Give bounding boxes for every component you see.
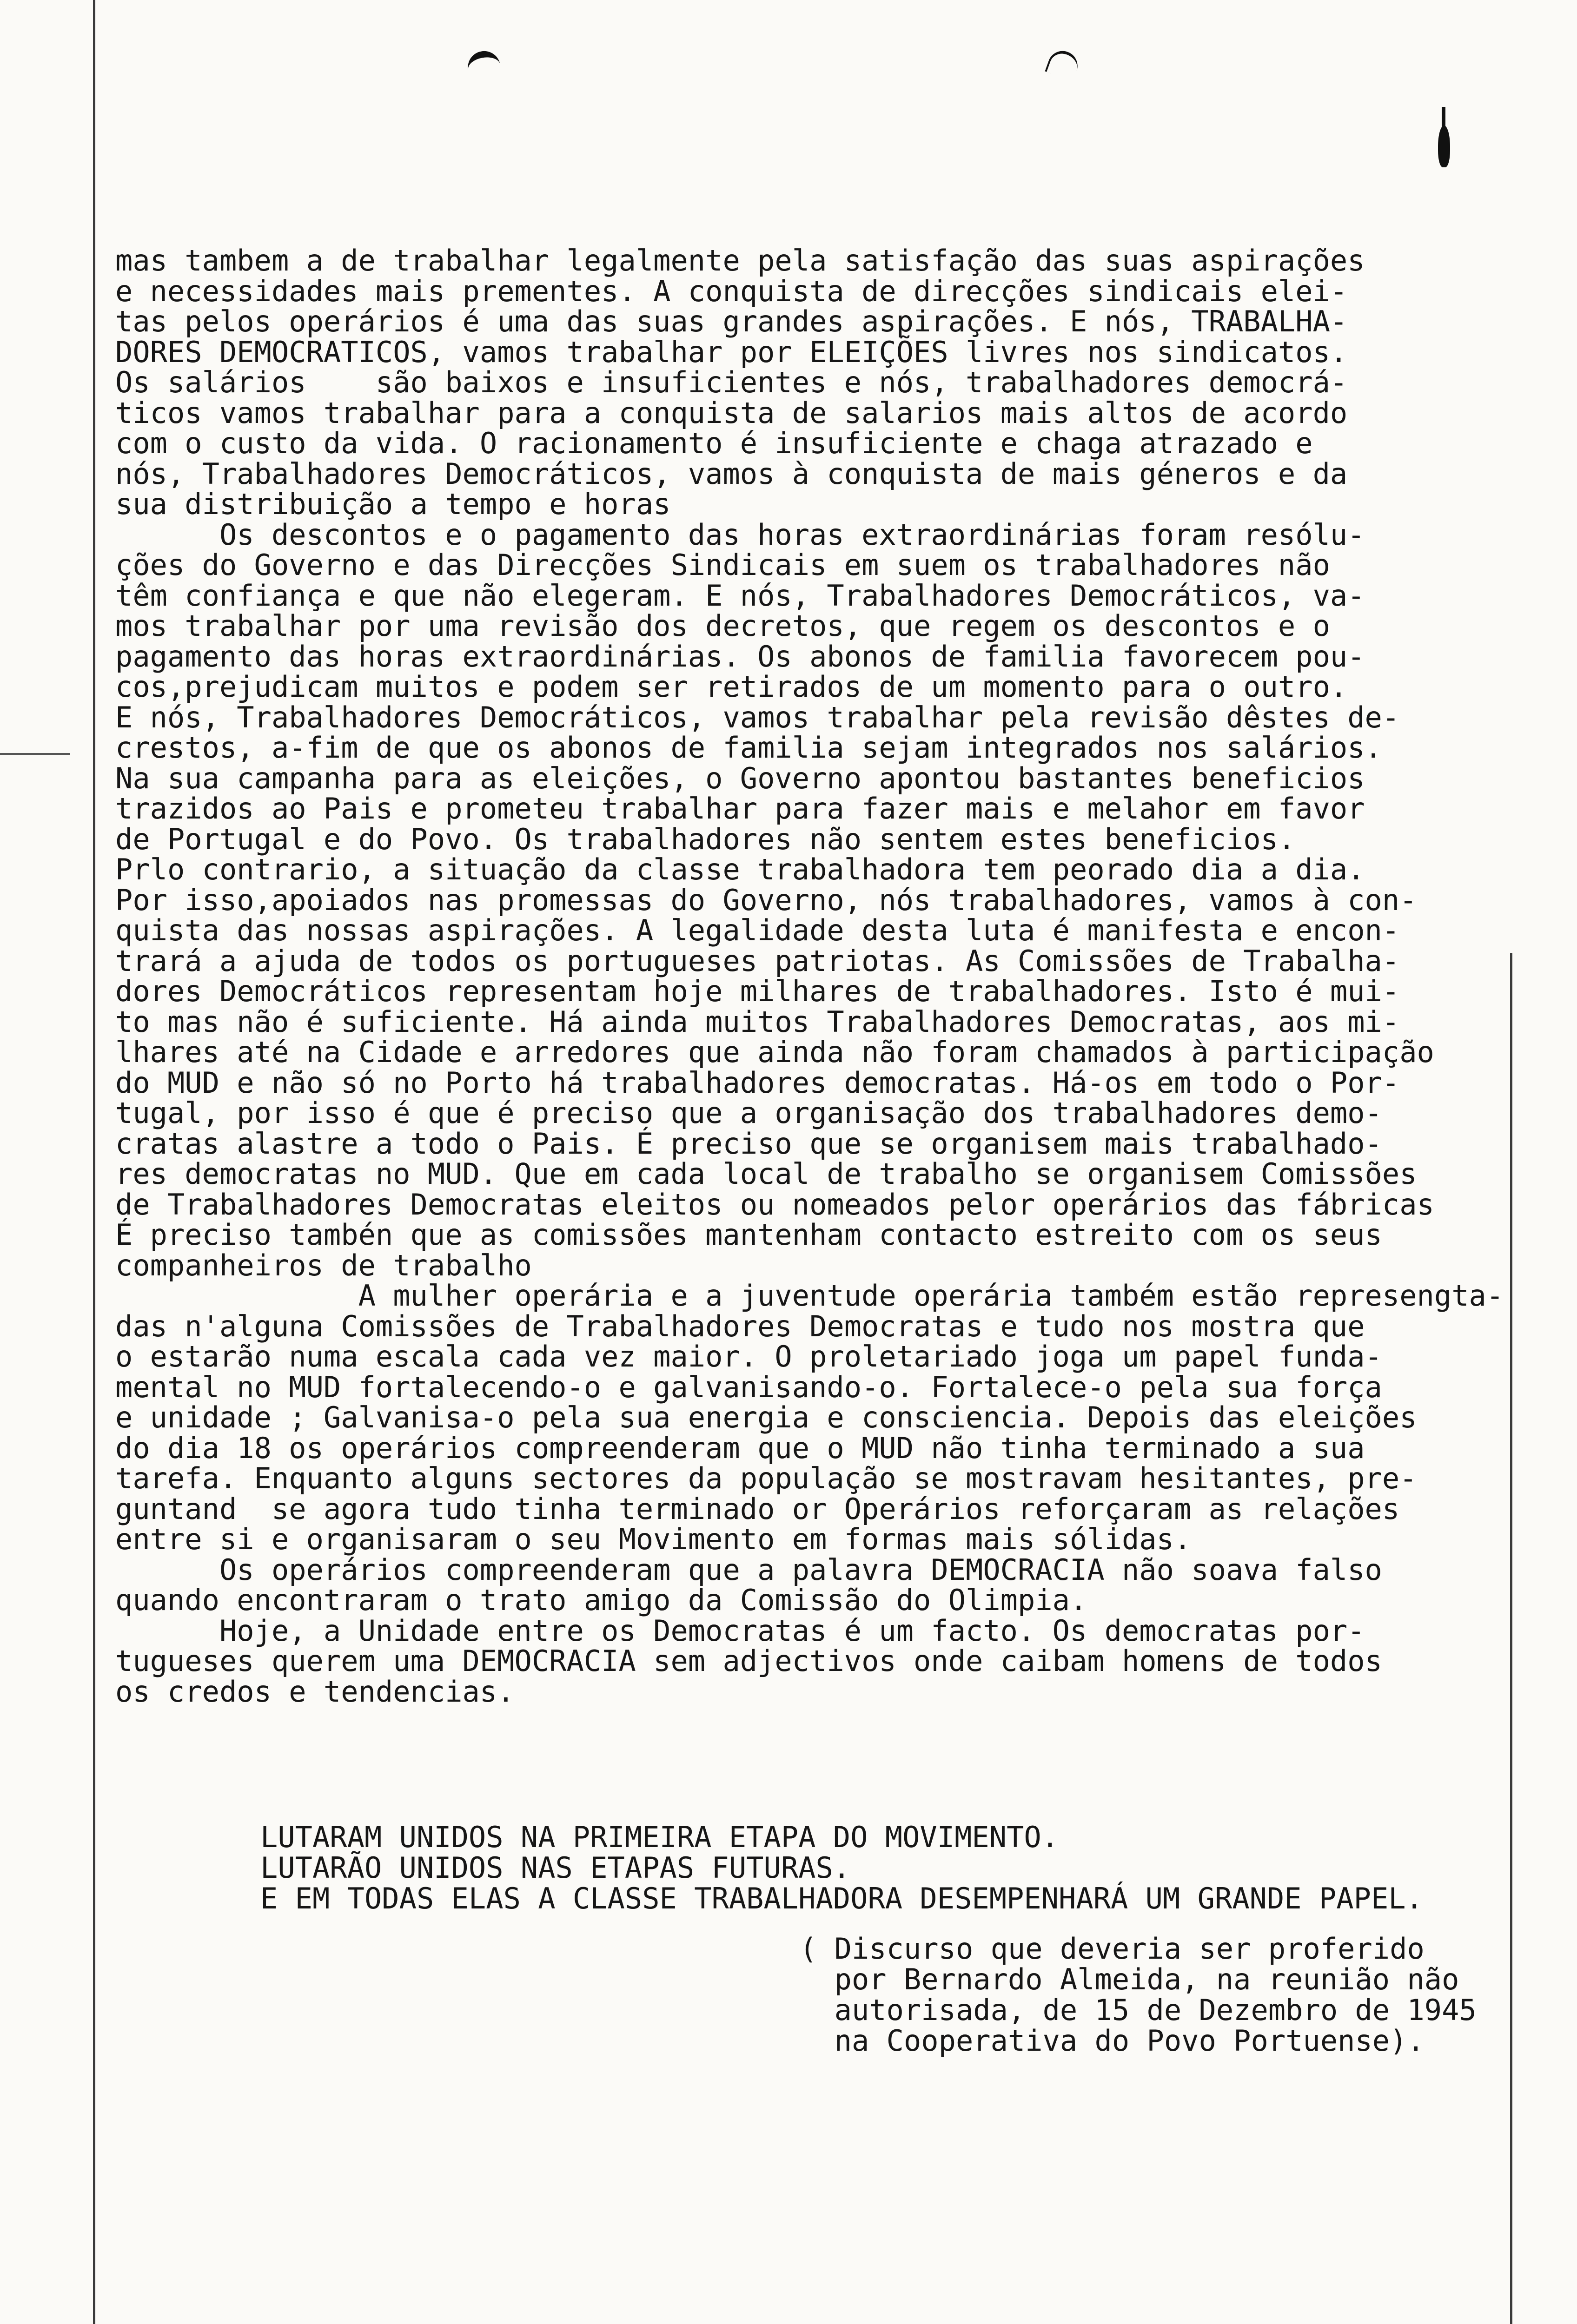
- body-line: mas tambem a de trabalhar legalmente pela satisfação das suas aspirações: [115, 244, 1365, 277]
- right-edge-line: [1510, 953, 1512, 2324]
- pin-mark: [1438, 125, 1450, 167]
- body-line: do MUD e não só no Porto há trabalhadores democratas. Há-os em todo o Por-: [115, 1065, 1400, 1100]
- body-line: sua distribuição a tempo e horas: [115, 487, 671, 521]
- body-line: A mulher operária e a juventude operária também estão represengta-: [115, 1279, 1504, 1313]
- body-line: o estarão numa escala cada vez maior. O proletariado joga um papel funda-: [115, 1340, 1382, 1373]
- note-line: ( Discurso que deveria ser proferido: [800, 1932, 1425, 1966]
- body-line: cratas alastre a todo o Pais. É preciso que se organisem mais trabalhado-: [115, 1126, 1382, 1161]
- punch-mark-left: [465, 48, 502, 79]
- body-line: companheiros de trabalho: [115, 1248, 532, 1282]
- body-line: das n'alguna Comissões de Trabalhadores Democratas e tudo nos mostra que: [115, 1309, 1365, 1343]
- body-line: tugal, por isso é que é preciso que a organisação dos trabalhadores demo-: [115, 1096, 1382, 1130]
- body-line: Prlo contrario, a situação da classe trabalhadora tem peorado dia a dia.: [115, 852, 1365, 886]
- note-line: na Cooperativa do Povo Portuense).: [800, 2024, 1425, 2058]
- body-line: cos,prejudicam muitos e podem ser retirados de um momento para o outro.: [115, 670, 1348, 704]
- note-line: autorisada, de 15 de Dezembro de 1945: [800, 1993, 1477, 2027]
- body-line: DORES DEMOCRATICOS, vamos trabalhar por ELEIÇÕES livres nos sindicatos.: [115, 335, 1348, 369]
- body-line: têm confiança e que não elegeram. E nós, Trabalhadores Democráticos, va-: [115, 578, 1365, 613]
- body-line: Os operários compreenderam que a palavra DEMOCRACIA não soava falso: [115, 1552, 1382, 1587]
- body-line: trará a ajuda de todos os portugueses patriotas. As Comissões de Trabalha-: [115, 944, 1400, 978]
- slogan-line: LUTARÃO UNIDOS NAS ETAPAS FUTURAS.: [260, 1851, 851, 1885]
- body-line: Os salários são baixos e insuficientes e nós, trabalhadores democrá-: [115, 365, 1348, 399]
- body-line: ticos vamos trabalhar para a conquista de salarios mais altos de acordo: [115, 396, 1348, 430]
- body-line: os credos e tendencias.: [115, 1674, 515, 1709]
- body-line: quista das nossas aspirações. A legalidade desta luta é manifesta e encon-: [115, 913, 1400, 947]
- body-line: ções do Governo e das Direcções Sindicais em suem os trabalhadores não: [115, 548, 1330, 582]
- body-line: Na sua campanha para as eleições, o Governo apontou bastantes beneficios: [115, 761, 1365, 795]
- body-line: de Trabalhadores Democratas eleitos ou nomeados pelor operários das fábricas: [115, 1187, 1434, 1221]
- body-line: É preciso tambén que as comissões mantenham contacto estreito com os seus: [115, 1218, 1382, 1252]
- body-line: guntand se agora tudo tinha terminado or Operários reforçaram as relações: [115, 1492, 1400, 1526]
- slogan-line: LUTARAM UNIDOS NA PRIMEIRA ETAPA DO MOVIMENTO.: [260, 1820, 1059, 1854]
- body-line: do dia 18 os operários compreenderam que o MUD não tinha terminado a sua: [115, 1431, 1365, 1465]
- body-line: mos trabalhar por uma revisão dos decretos, que regem os descontos e o: [115, 609, 1330, 643]
- body-line: Os descontos e o pagamento das horas extraordinárias foram resólu-: [115, 517, 1365, 552]
- body-line: com o custo da vida. O racionamento é insuficiente e chaga atrazado e: [115, 426, 1313, 460]
- closing-slogans: [260, 1822, 1423, 1914]
- body-line: quando encontraram o trato amigo da Comissão do Olimpia.: [115, 1583, 1087, 1617]
- body-line: de Portugal e do Povo. Os trabalhadores não sentem estes beneficios.: [115, 822, 1296, 856]
- body-line: Hoje, a Unidade entre os Democratas é um facto. Os democratas por-: [115, 1613, 1365, 1648]
- body-text: [115, 245, 1505, 1707]
- speech-note: [800, 1934, 1477, 2056]
- body-line: to mas não é suficiente. Há ainda muitos Trabalhadores Democratas, aos mi-: [115, 1004, 1400, 1039]
- body-line: trazidos ao Pais e prometeu trabalhar para fazer mais e melahor em favor: [115, 792, 1365, 825]
- slogan-line: E EM TODAS ELAS A CLASSE TRABALHADORA DESEMPENHARÁ UM GRANDE PAPEL.: [260, 1882, 1423, 1915]
- left-edge-line: [93, 0, 95, 2324]
- body-line: lhares até na Cidade e arredores que ainda não foram chamados à participação: [115, 1035, 1434, 1069]
- body-line: pagamento das horas extraordinárias. Os abonos de familia favorecem pou-: [115, 639, 1365, 673]
- body-line: mental no MUD fortalecendo-o e galvanisando-o. Fortalece-o pela sua força: [115, 1370, 1382, 1404]
- body-line: res democratas no MUD. Que em cada local de trabalho se organisem Comissões: [115, 1157, 1417, 1191]
- punch-mark-right: [1045, 47, 1081, 82]
- body-line: Por isso,apoiados nas promessas do Governo, nós trabalhadores, vamos à con-: [115, 883, 1417, 917]
- body-line: e unidade ; Galvanisa-o pela sua energia e consciencia. Depois das eleições: [115, 1400, 1417, 1434]
- note-line: por Bernardo Almeida, na reunião não: [800, 1962, 1459, 1996]
- body-line: crestos, a-fim de que os abonos de familia sejam integrados nos salários.: [115, 731, 1382, 765]
- body-line: dores Democráticos representam hoje milhares de trabalhadores. Isto é mui-: [115, 974, 1400, 1008]
- body-line: entre si e organisaram o seu Movimento em formas mais sólidas.: [115, 1522, 1192, 1556]
- body-line: tarefa. Enquanto alguns sectores da população se mostravam hesitantes, pre-: [115, 1461, 1417, 1495]
- body-line: tas pelos operários é uma das suas grandes aspirações. E nós, TRABALHA-: [115, 304, 1348, 338]
- body-line: tugueses querem uma DEMOCRACIA sem adjectivos onde caibam homens de todos: [115, 1644, 1382, 1678]
- body-line: E nós, Trabalhadores Democráticos, vamos trabalhar pela revisão dêstes de-: [115, 700, 1400, 734]
- body-line: nós, Trabalhadores Democráticos, vamos à conquista de mais géneros e da: [115, 456, 1348, 491]
- margin-tick-mark: [0, 753, 70, 755]
- body-line: e necessidades mais prementes. A conquista de direcções sindicais elei-: [115, 274, 1348, 308]
